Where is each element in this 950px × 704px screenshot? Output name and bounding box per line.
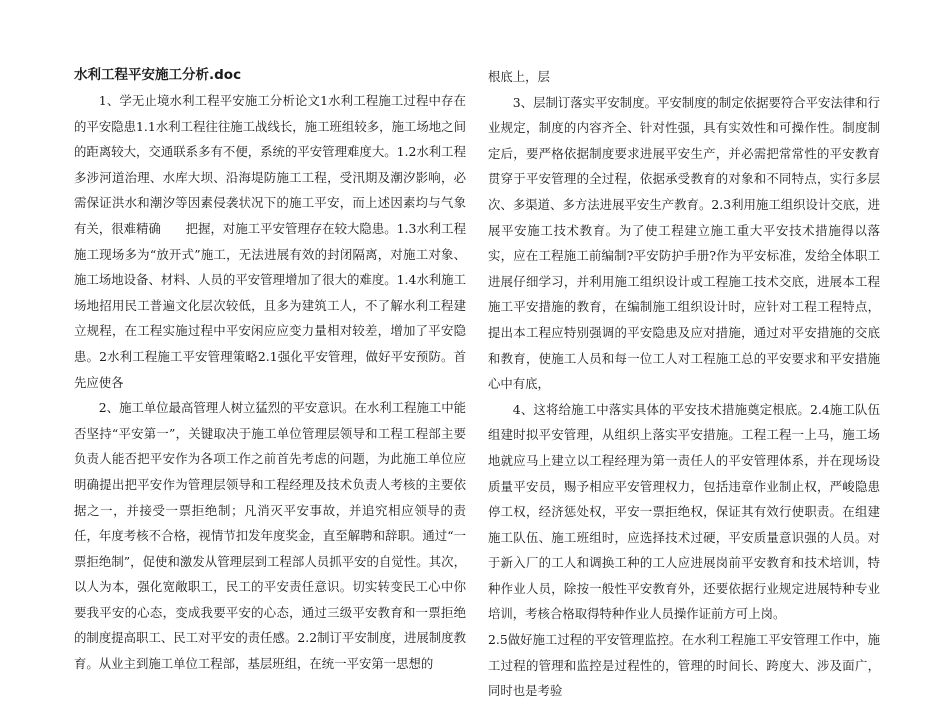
paragraph: 4、这将给施工中落实具体的平安技术措施奠定根底。2.4施工队伍组建时拟平安管理，从组织上落实平安措施。工程工程一上马，施工场地就应马上建立以工程经理为第一责任人的平安管理体系，并在现场设质量平安员，赐予相应平安管理权力，包括违章作业制止权，严峻隐患停工权，经济惩处权，平安一票拒绝权，保证其有效行使职责。在组建施工队伍、施工班组时，应选择技术过硬，平安质量意识强的人员。对于新入厂的工人和调换工种的工人应进展岗前平安教育和技术培训，特种作业人员，除按一般性平安教育外，还要依据行业规定进展特种专业培训，考核合格取得特种作业人员操作证前方可上岗。 (488, 401, 880, 622)
paragraph: 根底上，层 (488, 69, 550, 84)
right-column (488, 64, 881, 699)
left-column (74, 88, 466, 688)
document-title: 水利工程平安施工分析.doc (74, 67, 242, 83)
paragraph: 3、层制订落实平安制度。平安制度的制定依据要符合平安法律和行业规定，制度的内容齐全、针对性强，具有实效性和可操作性。制度制定后，要严格依据制度要求进展平安生产，并必需把常常性的平安教育贯穿于平安管理的全过程，依据承受教育的对象和不同特点，实行多层次、多渠道、多方法进展平安生产教育。2.3利用施工组织设计交底，进展平安施工技术教育。为了使工程建立施工重大平安技术措施得以落实，应在工程施工前编制?平安防护手册?作为平安标准，发给全体职工进展仔细学习，并利用施工组织设计或工程施工技术交底，进展本工程施工平安措施的教育，在编制施工组织设计时，应针对工程工程特点，提出本工程应特别强调的平安隐患及应对措施，通过对平安措施的交底和教育，使施工人员和每一位工人对工程施工总的平安要求和平安措施心中有底， (488, 94, 881, 392)
paragraph: 2、施工单位最高管理人树立猛烈的平安意识。在水利工程施工中能否坚持“平安第一”，关键取决于施工单位管理层领导和工程工程部主要负责人能否把平安作为各项工作之前首先考虑的问题，为此施工单位应明确提出把平安作为管理层领导和工程经理及技术负责人考核的主要依据之一，并接受一票拒绝制；凡消灭平安事故，并追究相应领导的责任，年度考核不合格，视情节扣发年度奖金，直至解聘和辞职。通过“一票拒绝制”，促使和激发从管理层到工程部人员抓平安的自觉性。其次，以人为本，强化宽敞职工，民工的平安责任意识。切实转变民工心中你要我平安的心态，变成我要平安的心态，通过三级平安教育和一票拒绝的制度提高职工、民工对平安的责任感。2.2制订平安制度，进展制度教育。从业主到施工单位工程部，基层班组，在统一平安第一思想的 (74, 400, 467, 672)
paragraph: 2.5做好施工过程的平安管理监控。在水利工程施工平安管理工作中，施工过程的管理和监控是过程性的，管理的时间长、跨度大、涉及面广，同时也是考验 (488, 632, 880, 699)
paragraph: 1、学无止境水利工程平安施工分析论文1水利工程施工过程中存在的平安隐患1.1水利工程往往施工战线长，施工班组较多，施工场地之间的距离较大，交通联系多有不便，系统的平安管理难度大。1.2水利工程多涉河道治理、水库大坝、沿海堤防施工工程，受汛期及潮汐影响，必需保证洪水和潮汐等因素侵袭状况下的施工平安，而上述因素均与气象有关，很难精确 把握，对施工平安管理存在较大隐患。1.3水利工程施工现场多为“放开式”施工，无法进展有效的封闭隔离，对施工对象、施工场地设备、材料、人员的平安管理增加了很大的难度。1.4水利施工场地招用民工普遍文化层次较低，且多为建筑工人，不了解水利工程建立规程，在工程实施过程中平安闲应应变力量相对较差，增加了平安隐患。2水利工程施工平安管理策略2.1强化平安管理，做好平安预防。首先应使各 (74, 93, 466, 390)
